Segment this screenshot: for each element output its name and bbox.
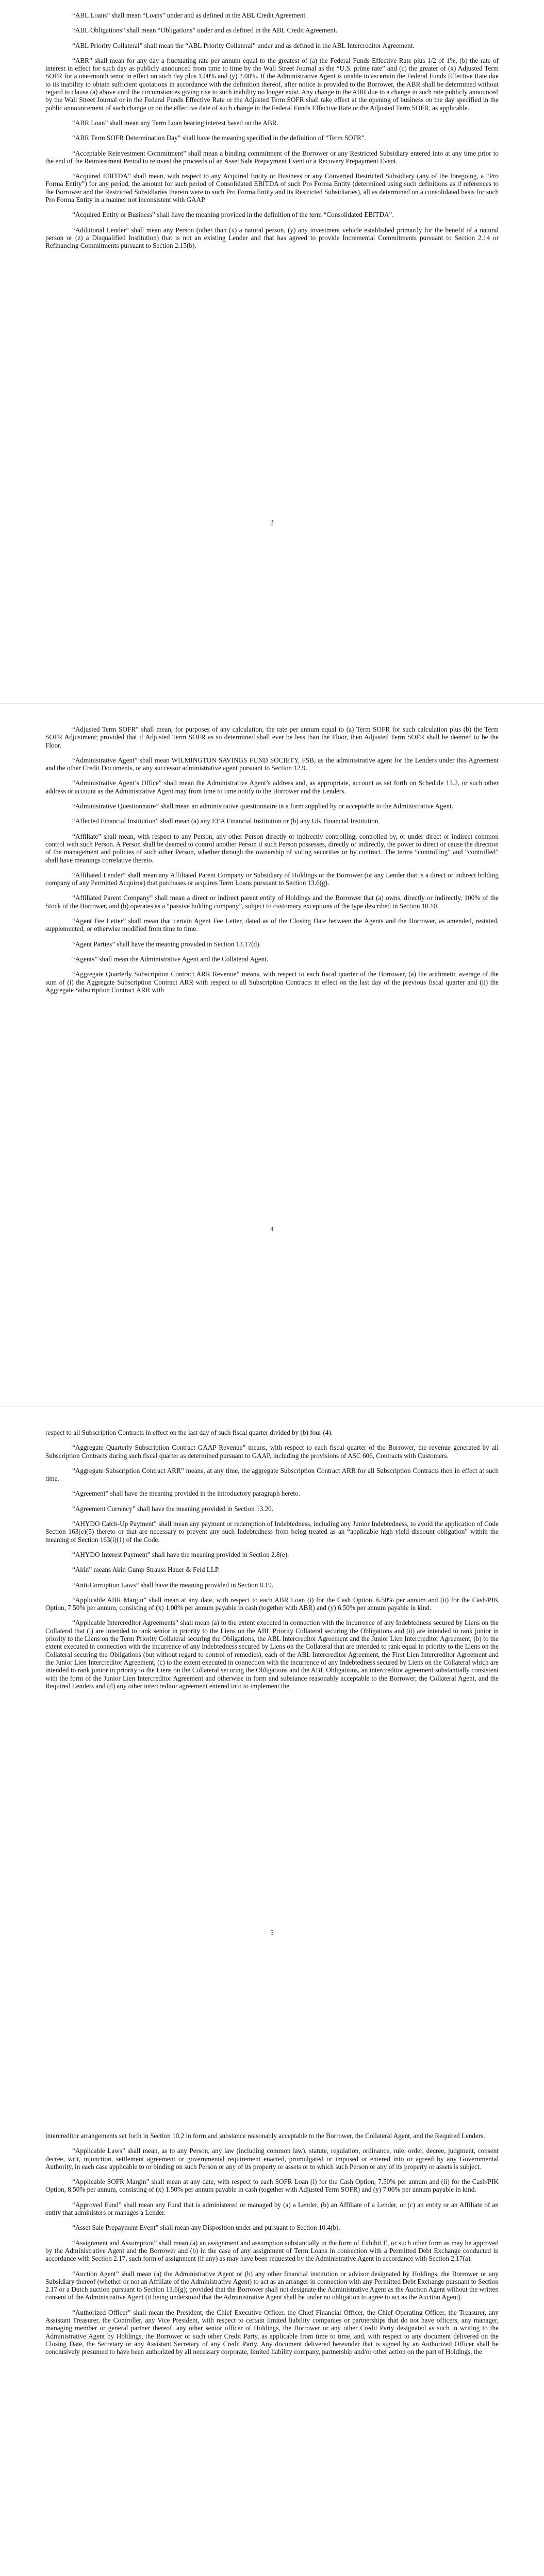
definition-paragraph: “Additional Lender” shall mean any Person (other than (x) a natural person, (y) any investment vehicle established primarily for the benefit of a natural person or (z) a Disqualified Institution) that is not an existing Lender and that has agreed to provide Incremental Commitments pursuant to Section 2.14 or Refinancing Commitments pursuant to Section 2.15(b). [45,226,499,250]
definition-paragraph: “Applicable Laws” shall mean, as to any Person, any law (including common law), statute, regulation, ordinance, rule, order, decree, judgment, consent decree, writ, injunction, settlement agreement or governmental requirement enacted, promulgated or imposed or entered into or agreed by any Governmental Authority, in each case applicable to or binding on such Person or any of its property or assets or to which such Person or any of its property or assets is subject. [45,2147,499,2171]
definition-paragraph: “Acceptable Reinvestment Commitment” shall mean a binding commitment of the Borrower or any Restricted Subsidiary entered into at any time prior to the end of the Reinvestment Period to reinvest the proceeds of an Asset Sale Prepayment Event or a Recovery Prepayment Event. [45,149,499,165]
definition-paragraph: “Applicable SOFR Margin” shall mean at any date, with respect to each SOFR Loan (i) for the Cash Option, 7.50% per annum and (ii) for the Cash/PIK Option, 8.50% per annum, consisting of (x) 1.50% per annum payable in cash (together with Adjusted Term SOFR) and (y) 7.00% per annum payable in kind. [45,2178,499,2194]
page-6 [0,2110,544,2576]
definition-paragraph: “Agent Parties” shall have the meaning provided in Section 13.17(d). [72,940,261,948]
definition-paragraph: “Agreement Currency” shall have the meaning provided in Section 13.20. [72,1504,274,1513]
definition-paragraph: “ABL Obligations” shall mean “Obligations” under and as defined in the ABL Credit Agreement. [72,26,337,35]
definition-paragraph: “Administrative Agent” shall mean WILMINGTON SAVINGS FUND SOCIETY, FSB, as the administrative agent for the Lenders under this Agreement and the other Credit Documents, or any successor administrative agent pursuant to Section 12.9. [45,756,499,772]
definition-paragraph: “Agreement” shall have the meaning provided in the introductory paragraph hereto. [72,1489,300,1498]
definition-paragraph: “Acquired Entity or Business” shall have the meaning provided in the definition of the term “Consolidated EBITDA”. [72,211,394,219]
definition-paragraph: “Akin” means Akin Gump Strauss Hauer & Feld LLP. [72,1566,220,1574]
definition-paragraph: “Agent Fee Letter” shall mean that certain Agent Fee Letter, dated as of the Closing Date between the Agents and the Borrower, as amended, restated, supplemented, or otherwise modified from time to time. [45,917,499,933]
definition-paragraph: “Affiliated Lender” shall mean any Affiliated Parent Company or Subsidiary of Holdings or the Borrower (or any Lender that is a direct or indirect holding company of any Permitted Acquiror) that purchases or acquires Term Loans pursuant to Section 13.6(g). [45,871,499,887]
page-number: 3 [270,518,274,526]
page-number: 4 [270,1225,274,1233]
definition-paragraph: “ABR Loan” shall mean any Term Loan bearing interest based on the ABR. [72,118,278,127]
definition-paragraph: “Aggregate Subscription Contract ARR” means, at any time, the aggregate Subscription Contract ARR for all Subscription Contracts then in effect at such time. [45,1466,499,1483]
definition-paragraph: “Administrative Agent’s Office” shall mean the Administrative Agent’s address and, as appropriate, account as set forth on Schedule 13.2, or such other address or account as the Administrative Agent may from time to time notify to the Borrower and the Lenders. [45,779,499,795]
page-5 [0,1407,544,2110]
definition-paragraph: “Applicable Intercreditor Agreements” shall mean (a) to the extent executed in connection with the incurrence of any Indebtedness secured by Liens on the Collateral that (i) are intended to rank senior in priority to the Liens on the ABL Priority Collateral securing the Obligations and (ii) are intended to rank junior in priority to the Liens on the Term Priority Collateral securing the Obligations, the ABL Intercreditor Agreement and the Junior Lien Intercreditor Agreement, (b) to the extent executed in connection with the incurrence of any Indebtedness secured by Liens on the Collateral that are intended to rank equal in priority to the Liens on the Collateral securing the Obligations (but without regard to control of remedies), each of the ABL Intercreditor Agreement, the First Lien Intercreditor Agreement and the Junior Lien Intercreditor Agreement, (c) to the extent executed in connection with the incurrence of any Indebtedness secured by Liens on the Collateral which are intended to rank junior in priority to the Liens on the Collateral securing the Obligations and the ABL Obligations, an intercreditor agreement substantially consistent with the form of the Junior Lien Intercreditor Agreement and otherwise in form and substance reasonably acceptable to the Borrower, the Collateral Agent, and the Required Lenders and (d) any other intercreditor agreement entered into to implement the [45,1619,499,1690]
page-3-content [45,11,499,257]
definition-paragraph: “Assignment and Assumption” shall mean (a) an assignment and assumption substantially in the form of Exhibit E, or such other form as may be approved by the Administrative Agent and the Borrower and (b) in the case of any assignment of Term Loans in connection with a Permitted Debt Exchange conducted in accordance with Section 2.17, such form of assignment (if any) as may have been requested by the Administrative Agent in accordance with Section 2.17(a). [45,2239,499,2263]
definition-paragraph: “Affiliated Parent Company” shall mean a direct or indirect parent entity of Holdings and the Borrower that (a) owns, directly or indirectly, 100% of the Stock of the Borrower, and (b) operates as a “passive holding company”, subject to customary exceptions of the type described in Section 10.10. [45,894,499,910]
definition-paragraph: “Anti-Corruption Laws” shall have the meaning provided in Section 8.19. [72,1581,274,1589]
definition-paragraph: “Agents” shall mean the Administrative Agent and the Collateral Agent. [72,955,269,963]
definition-paragraph: “ABL Loans” shall mean “Loans” under and as defined in the ABL Credit Agreement. [72,11,307,19]
definition-paragraph: “Authorized Officer” shall mean the President, the Chief Executive Officer, the Chief Financial Officer, the Chief Operating Officer, the Treasurer, any Assistant Treasurer, the Controller, any Vice President, with respect to certain limited liability companies or partnerships that do not have officers, any manager, managing member or general partner thereof, any other senior officer of Holdings, the Borrower or any other Credit Party designated as such in writing to the Administrative Agent by Holdings, the Borrower or such other Credit Party, as applicable from time to time, and, with respect to any document delivered on the Closing Date, the Secretary or any Assistant Secretary of any Credit Party. Any document delivered hereunder that is signed by an Authorized Officer shall be conclusively presumed to have been authorized by all necessary corporate, limited liability company, partnership and/or other action on the part of Holdings, the [45,2308,499,2356]
definition-paragraph: “Approved Fund” shall mean any Fund that is administered or managed by (a) a Lender, (b) an Affiliate of a Lender, or (c) an entity or an Affiliate of an entity that administers or manages a Lender. [45,2200,499,2217]
definition-paragraph: respect to all Subscription Contracts in effect on the last day of such fiscal quarter divided by (b) four (4). [45,1429,333,1436]
definition-paragraph: “Aggregate Quarterly Subscription Contract GAAP Revenue” means, with respect to each fiscal quarter of the Borrower, the revenue generated by all Subscription Contracts during such fiscal quarter as determined pursuant to GAAP, including the provisions of ASC 606, Contracts with Customers. [45,1444,499,1460]
page-number: 5 [270,1928,274,1936]
definition-paragraph: “Auction Agent” shall mean (a) the Administrative Agent or (b) any other financial institution or advisor designated by Holdings, the Borrower or any Subsidiary thereof (whether or not an Affiliate of the Administrative Agent) to act as an arranger in connection with any Permitted Debt Exchange pursuant to Section 2.17 or a Dutch auction pursuant to Section 13.6(g); provided that the Borrower shall not designate the Administrative Agent as the Auction Agent without the written consent of the Administrative Agent (it being understood that the Administrative Agent shall be under no obligation to agree to act as the Auction Agent). [45,2269,499,2301]
definition-paragraph: “ABR Term SOFR Determination Day” shall have the meaning specified in the definition of “Term SOFR”. [72,134,366,142]
definition-paragraph: “Affiliate” shall mean, with respect to any Person, any other Person directly or indirectly controlling, controlled by, or under direct or indirect common control with such Person. A Person shall be deemed to control another Person if such Person possesses, directly or indirectly, the power to direct or cause the direction of the management and policies of such other Person, whether through the ownership of voting securities or by contract. The terms “controlling” and “controlled” shall have meanings correlative thereto. [45,832,499,864]
page-5-content [45,1429,499,1697]
page-3 [0,0,544,703]
definition-paragraph: “Aggregate Quarterly Subscription Contract ARR Revenue” means, with respect to each fiscal quarter of the Borrower, (a) the arithmetic average of the sum of (i) the Aggregate Subscription Contract ARR with respect to all Subscription Contracts in effect on the last day of the previous fiscal quarter and (ii) the Aggregate Subscription Contract ARR with [45,970,499,994]
definition-paragraph: “Adjusted Term SOFR” shall mean, for purposes of any calculation, the rate per annum equal to (a) Term SOFR for such calculation plus (b) the Term SOFR Adjustment; provided that if Adjusted Term SOFR as so determined shall ever be less than the Floor, then Adjusted Term SOFR shall be deemed to be the Floor. [45,725,499,749]
definition-paragraph: “ABR” shall mean for any day a fluctuating rate per annum equal to the greatest of (a) the Federal Funds Effective Rate plus 1/2 of 1%, (b) the rate of interest in effect for such day as publicly announced from time to time by the Wall Street Journal as the “U.S. prime rate” and (c) the greater of (x) Adjusted Term SOFR for a one-month tenor in effect on such day plus 1.00% and (y) 2.00%. If the Administrative Agent is unable to ascertain the Federal Funds Effective Rate due to its inability to obtain sufficient quotations in accordance with the definition thereof, after notice is provided to the Borrower, the ABR shall be determined without regard to clause (a) above until the circumstances giving rise to such inability no longer exist. Any change in the ABR due to a change in such rate publicly announced by the Wall Street Journal or in the Federal Funds Effective Rate or the Adjusted Term SOFR shall take effect at the opening of business on the day specified in the public announcement of such change or on the effective date of such change in the Federal Funds Effective Rate or the Adjusted Term SOFR, as applicable. [45,56,499,112]
definition-paragraph: “AHYDO Interest Payment” shall have the meaning provided in Section 2.8(e). [72,1550,289,1558]
definition-paragraph: intercreditor arrangements set forth in Section 10.2 in form and substance reasonably acceptable to the Borrower, the Collateral Agent, and the Required Lenders. [45,2132,485,2140]
definition-paragraph: “Acquired EBITDA” shall mean, with respect to any Acquired Entity or Business or any Converted Restricted Subsidiary (any of the foregoing, a “Pro Forma Entity”) for any period, the amount for such period of Consolidated EBITDA of such Pro Forma Entity (determined using such definitions as if references to the Borrower and the Restricted Subsidiaries therein were to such Pro Forma Entity and its Restricted Subsidiaries), all as determined on a consolidated basis for such Pro Forma Entity in a manner not inconsistent with GAAP. [45,172,499,204]
page-6-content [45,2132,499,2363]
definition-paragraph: “ABL Priority Collateral” shall mean the “ABL Priority Collateral” under and as defined in the ABL Intercreditor Agreement. [72,41,415,49]
definition-paragraph: “AHYDO Catch-Up Payment” shall mean any payment or redemption of Indebtedness, including any Junior Indebtedness, to avoid the application of Code Section 163(e)(5) thereto or that are necessary to prevent any such Indebtedness from being treated as an “applicable high yield discount obligation” within the meaning of Section 163(i)(1) of the Code. [45,1520,499,1544]
definition-paragraph: “Affected Financial Institution” shall mean (a) any EEA Financial Institution or (b) any UK Financial Institution. [72,817,380,825]
definition-paragraph: “Asset Sale Prepayment Event” shall mean any Disposition under and pursuant to Section 10.4(b). [72,2224,340,2232]
definition-paragraph: “Applicable ABR Margin” shall mean at any date, with respect to each ABR Loan (i) for the Cash Option, 6.50% per annum and (ii) for the Cash/PIK Option, 7.50% per annum, consisting of (x) 1.00% per annum payable in cash (together with ABR) and (y) 6.50% per annum payable in kind. [45,1596,499,1612]
definition-paragraph: “Administrative Questionnaire” shall mean an administrative questionnaire in a form supplied by or acceptable to the Administrative Agent. [72,802,454,810]
page-4 [0,704,544,1406]
page-4-content [45,725,499,1001]
